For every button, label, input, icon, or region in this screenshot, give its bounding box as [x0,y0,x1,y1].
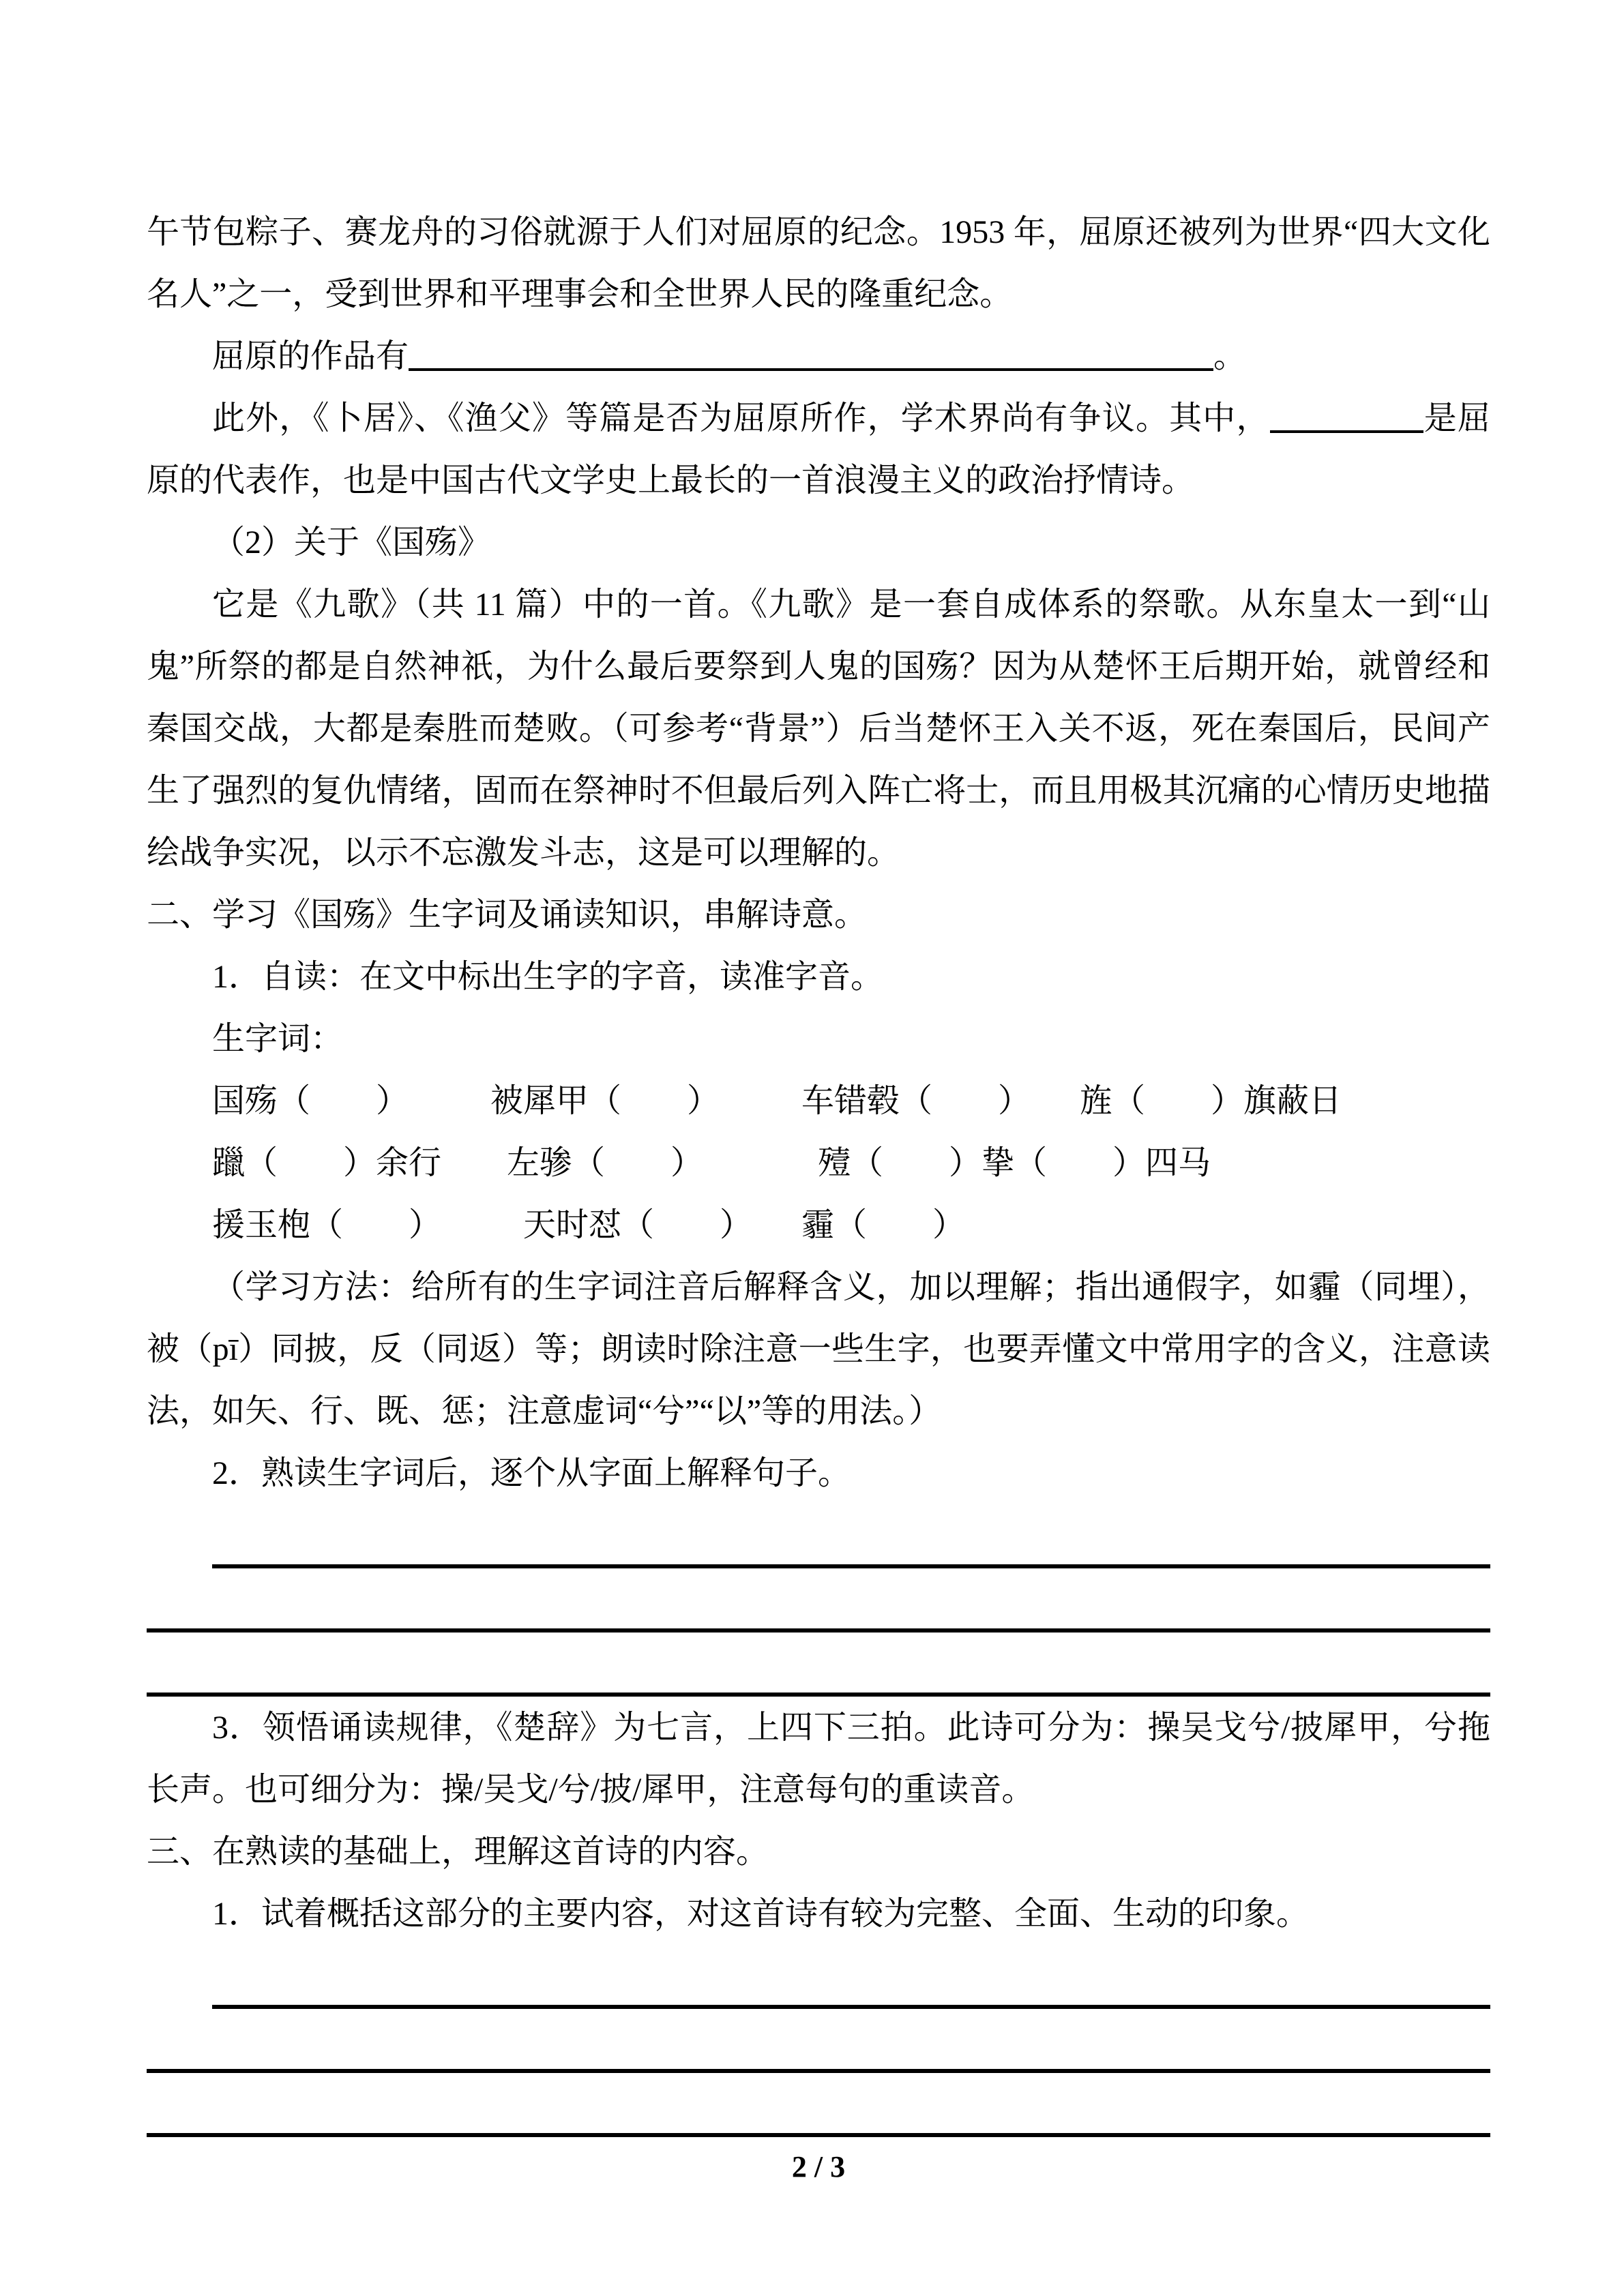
answer-line [212,1504,1490,1568]
answer-line [147,2073,1490,2137]
paragraph-quyuan-commemoration: 午节包粽子、赛龙舟的习俗就源于人们对屈原的纪念。1953 年，屈原还被列为世界“四大文化名人”之一，受到世界和平理事会和全世界人民的隆重纪念。 [147,214,1490,312]
works-prompt-text: 屈原的作品有 [212,338,409,374]
heading-about-guoshang: （2）关于《国殇》 [212,524,491,561]
works-prompt-period: 。 [1213,338,1247,374]
page-number: 2 / 3 [791,2150,846,2183]
answer-line [147,1568,1490,1632]
new-words-row-3: 援玉枹（ ） 天时怼（ ） 霾（ ） [212,1207,966,1243]
answer-lines-group-1 [147,1504,1490,1697]
answer-line [147,1632,1490,1697]
answer-line [212,1945,1490,2009]
paragraph-jiuge-background: 它是《九歌》（共 11 篇）中的一首。《九歌》是一套自成体系的祭歌。从东皇太一到“山鬼”所祭的都是自然神祇，为什么最后要祭到人鬼的国殇？因为从楚怀王后期开始，就曾经和秦国交战，大都是秦胜而楚败。（可参考“背景”）后当楚怀王入关不返，死在秦国后，民间产生了强烈的复仇情绪，固而在祭神时不但最后列入阵亡将士，而且用极其沉痛的心情历史地描绘战争实况，以示不忘激发斗志，这是可以理解的。 [147,586,1490,871]
answer-lines-group-2 [147,1945,1490,2137]
answer-line [147,2009,1490,2073]
answer-blank-masterpiece [1270,421,1423,433]
label-new-words: 生字词： [212,1021,344,1057]
paragraph-quyuan-works [147,325,1490,387]
paragraph-study-method: （学习方法：给所有的生字词注音后解释含义，加以理解；指出通假字，如霾（同埋），被（pī）同披，反（同返）等；朗读时除注意一些生字，也要弄懂文中常用字的含义，注意读法，如矢、行、既、惩；注意虚词“兮”“以”等的用法。） [147,1269,1490,1429]
answer-blank-works [409,359,1213,371]
heading-section-two: 二、学习《国殇》生字词及诵读知识，串解诗意。 [147,897,868,933]
new-words-row-1: 国殇（ ） 被犀甲（ ） 车错毂（ ） 旌（ ）旗蔽日 [212,1083,1342,1119]
disputed-works-text: 此外，《卜居》、《渔父》等篇是否为屈原所作，学术界尚有争议。其中， [212,400,1270,436]
heading-section-three: 三、在熟读的基础上，理解这首诗的内容。 [147,1834,769,1870]
paragraph-task-recitation-rhythm: 3．领悟诵读规律，《楚辞》为七言，上四下三拍。此诗可分为：操吴戈兮/披犀甲，兮拖长声。也可细分为：操/吴戈/兮/披/犀甲，注意每句的重读音。 [147,1710,1490,1808]
paragraph-task-explain-sentences: 2．熟读生字词后，逐个从字面上解释句子。 [212,1455,851,1491]
new-words-row-2: 躐（ ）余行 左骖（ ） 殪（ ）挚（ ）四马 [212,1145,1211,1181]
masterpiece-text: 是屈原的代表作，也是中国古代文学史上最长的一首浪漫主义的政治抒情诗。 [147,400,1490,498]
paragraph-task-summarize: 1．试着概括这部分的主要内容，对这首诗有较为完整、全面、生动的印象。 [212,1896,1310,1932]
paragraph-disputed-works [147,387,1490,511]
paragraph-task-self-reading: 1．自读：在文中标出生字的字音，读准字音。 [212,959,884,995]
